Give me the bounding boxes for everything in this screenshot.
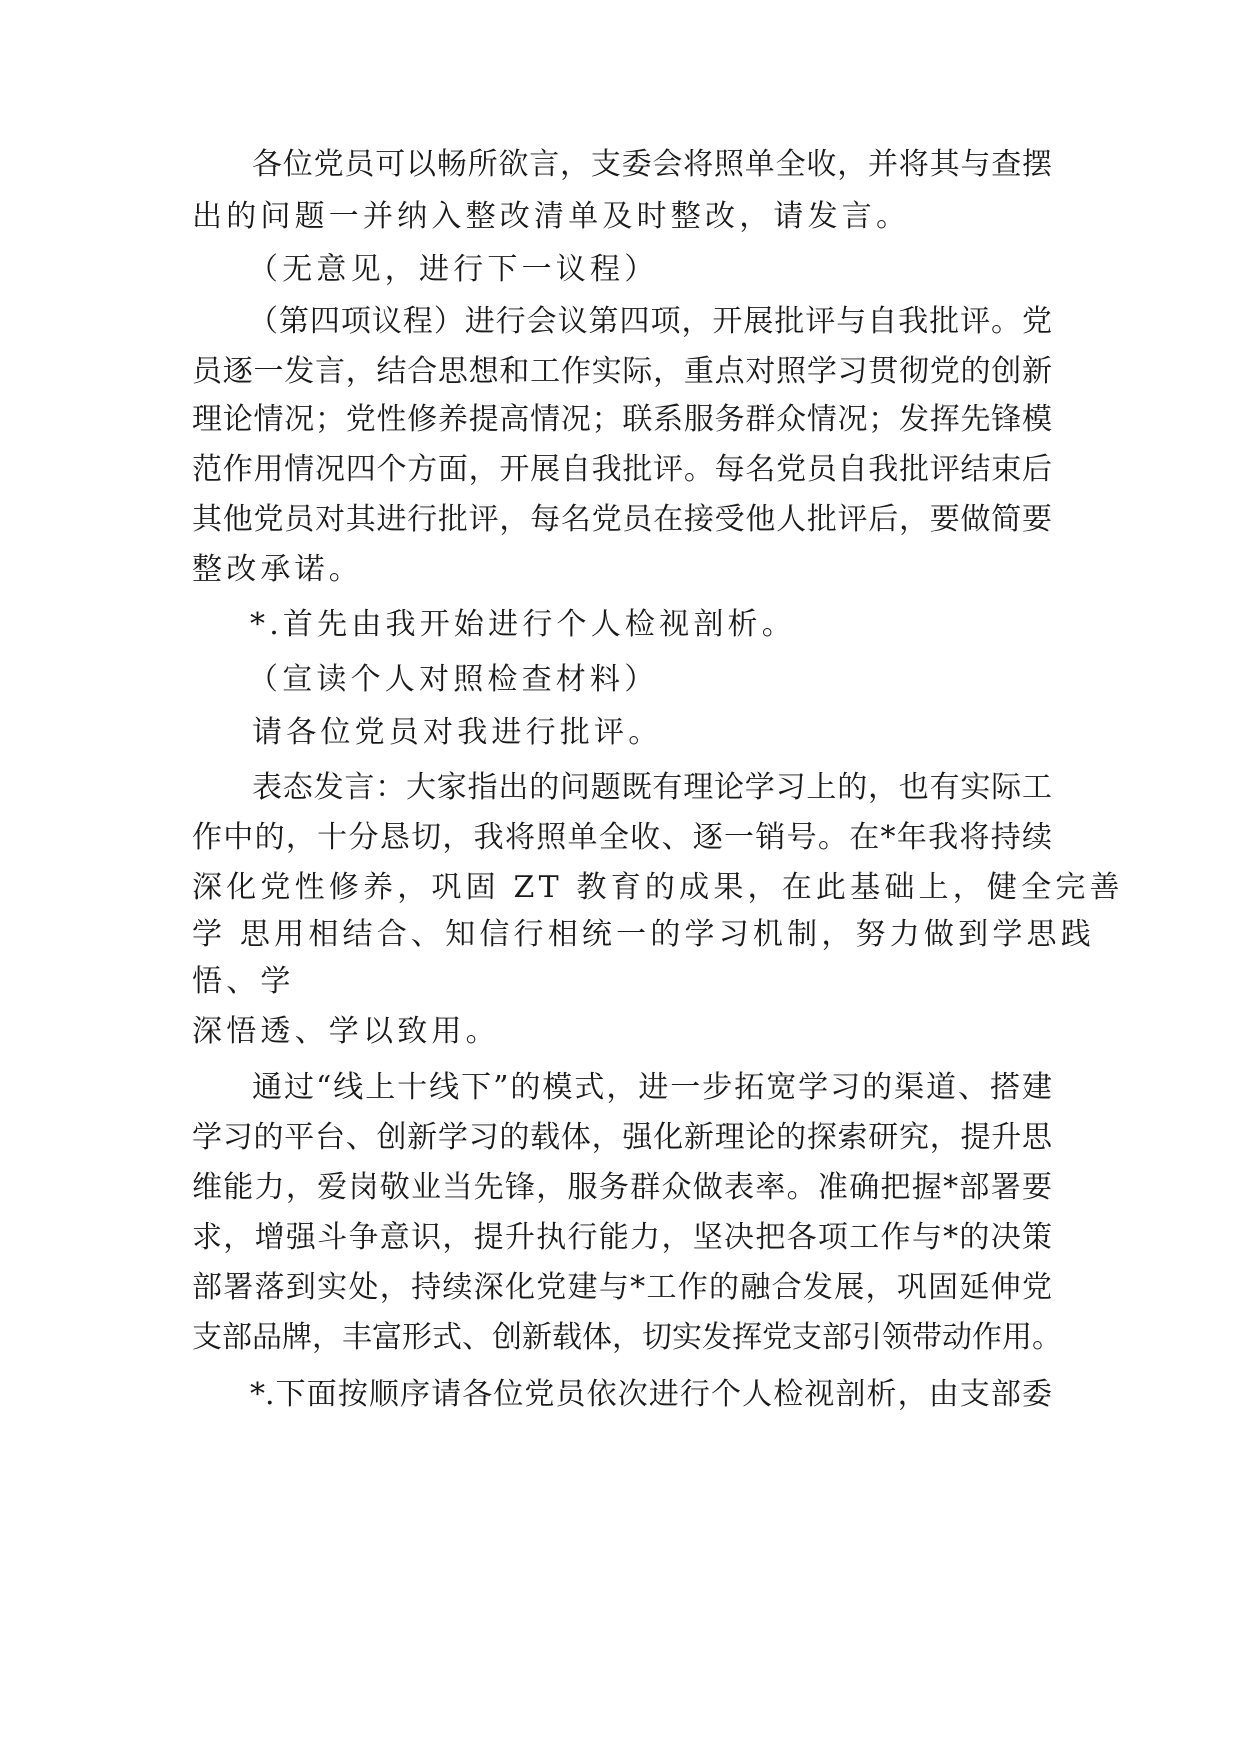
text-line: 员逐一发言，结合思想和工作实际，重点对照学习贯彻党的创新 [192, 354, 1052, 389]
text-line: 学习的平台、创新学习的载体，强化新理论的探索研究，提升思 [192, 1120, 1052, 1155]
text-line: 深化党性修养，巩固 ZT 教育的成果，在此基础上，健全完善 [192, 870, 1124, 905]
text-line: *.首先由我开始进行个人检视剖析。 [250, 607, 796, 642]
text-line: *.下面按顺序请各位党员依次进行个人检视剖析，由支部委 [250, 1377, 1052, 1412]
text-line: 支部品牌，丰富形式、创新载体，切实发挥党支部引领带动作用。 [192, 1320, 1062, 1355]
text-line: （宣读个人对照检查材料） [248, 662, 659, 697]
text-line: 表态发言：大家指出的问题既有理论学习上的，也有实际工 [252, 770, 1052, 805]
text-line: 整改承诺。 [192, 552, 363, 587]
text-line: 作中的，十分恳切，我将照单全收、逐一销号。在*年我将持续 [192, 820, 1052, 855]
text-line: 求，增强斗争意识，提升执行能力，坚决把各项工作与*的决策 [192, 1220, 1052, 1255]
text-line: 理论情况；党性修养提高情况；联系服务群众情况；发挥先锋模 [192, 402, 1052, 437]
text-line: （第四项议程）进行会议第四项，开展批评与自我批评。党 [248, 304, 1052, 339]
text-line: 深悟透、学以致用。 [192, 1014, 500, 1049]
text-line: 范作用情况四个方面，开展自我批评。每名党员自我批评结束后 [192, 452, 1052, 487]
text-line: 请各位党员对我进行批评。 [252, 715, 663, 750]
text-line: 通过“线上十线下”的模式，进一步拓宽学习的渠道、搭建 [252, 1070, 1052, 1105]
text-line: （无意见，进行下一议程） [248, 252, 659, 287]
text-line: 悟、学 [192, 964, 295, 999]
text-line: 各位党员可以畅所欲言，支委会将照单全收，并将其与查摆 [252, 147, 1052, 182]
text-line: 其他党员对其进行批评，每名党员在接受他人批评后，要做简要 [192, 502, 1052, 537]
text-line: 部署落到实处，持续深化党建与*工作的融合发展，巩固延伸党 [192, 1270, 1052, 1305]
text-line: 出的问题一并纳入整改清单及时整改，请发言。 [192, 199, 911, 234]
text-line: 维能力，爱岗敬业当先锋，服务群众做表率。准确把握*部署要 [192, 1170, 1052, 1205]
text-line: 学 思用相结合、知信行相统一的学习机制，努力做到学思践 [192, 917, 1095, 952]
